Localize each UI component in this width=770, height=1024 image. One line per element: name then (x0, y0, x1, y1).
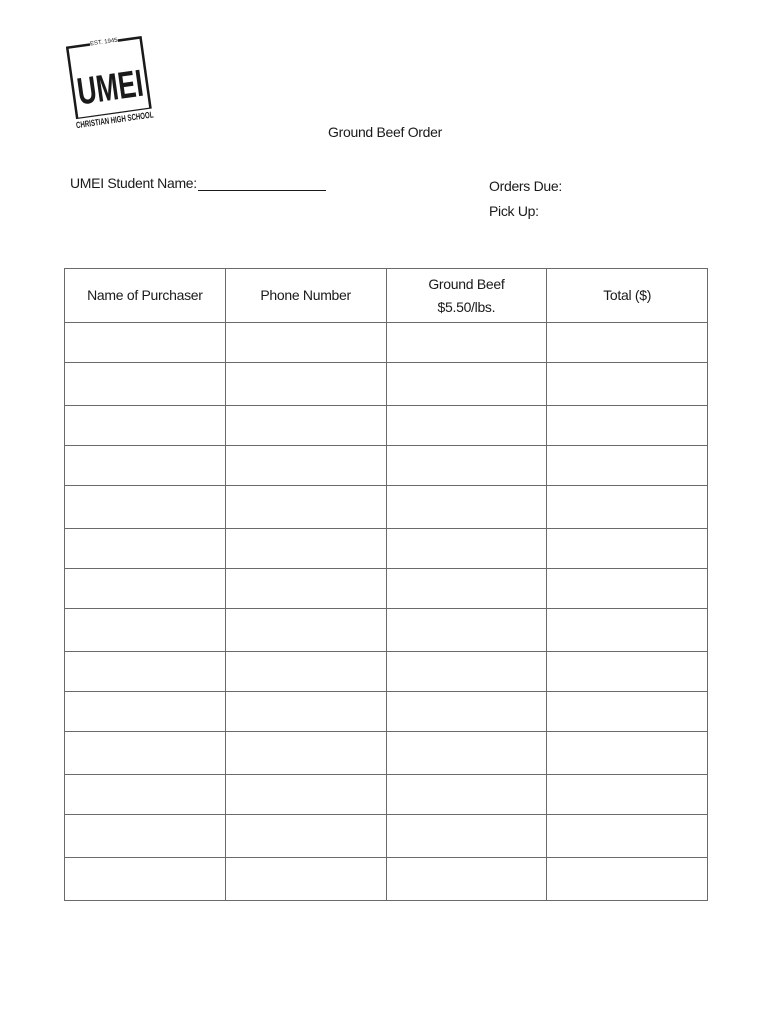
beef-cell[interactable] (386, 486, 547, 529)
phone-cell[interactable] (225, 569, 386, 609)
pick-up-label: Pick Up: (489, 203, 539, 219)
table-row (65, 363, 708, 406)
table-row (65, 609, 708, 652)
table-row (65, 652, 708, 692)
purchaser-cell[interactable] (65, 692, 226, 732)
phone-cell[interactable] (225, 363, 386, 406)
student-name-row (70, 174, 326, 191)
purchaser-cell[interactable] (65, 323, 226, 363)
table-row (65, 406, 708, 446)
total-cell[interactable] (547, 406, 708, 446)
page-title: Ground Beef Order (328, 124, 442, 140)
total-cell[interactable] (547, 692, 708, 732)
purchaser-cell[interactable] (65, 363, 226, 406)
table-row (65, 446, 708, 486)
beef-cell[interactable] (386, 446, 547, 486)
purchaser-cell[interactable] (65, 815, 226, 858)
purchaser-cell[interactable] (65, 732, 226, 775)
beef-cell[interactable] (386, 652, 547, 692)
header-ground-beef-label: Ground Beef (428, 275, 505, 292)
beef-cell[interactable] (386, 692, 547, 732)
student-name-label: UMEI Student Name: (70, 175, 197, 191)
table-row (65, 323, 708, 363)
table-row (65, 732, 708, 775)
beef-cell[interactable] (386, 609, 547, 652)
total-cell[interactable] (547, 815, 708, 858)
purchaser-cell[interactable] (65, 569, 226, 609)
total-cell[interactable] (547, 652, 708, 692)
phone-cell[interactable] (225, 486, 386, 529)
header-ground-beef (386, 269, 547, 323)
header-ground-beef-price: $5.50/lbs. (437, 298, 496, 315)
total-cell[interactable] (547, 529, 708, 569)
order-table-body (65, 323, 708, 901)
beef-cell[interactable] (386, 858, 547, 901)
total-cell[interactable] (547, 446, 708, 486)
purchaser-cell[interactable] (65, 486, 226, 529)
beef-cell[interactable] (386, 732, 547, 775)
phone-cell[interactable] (225, 323, 386, 363)
purchaser-cell[interactable] (65, 529, 226, 569)
beef-cell[interactable] (386, 529, 547, 569)
phone-cell[interactable] (225, 609, 386, 652)
phone-cell[interactable] (225, 732, 386, 775)
beef-cell[interactable] (386, 569, 547, 609)
orders-due-label: Orders Due: (489, 178, 562, 194)
purchaser-cell[interactable] (65, 858, 226, 901)
header-name-of-purchaser: Name of Purchaser (65, 269, 226, 323)
total-cell[interactable] (547, 609, 708, 652)
table-header-row (65, 269, 708, 323)
phone-cell[interactable] (225, 652, 386, 692)
svg-text:CHRISTIAN HIGH SCHOOL: CHRISTIAN HIGH (75, 109, 151, 131)
beef-cell[interactable] (386, 363, 547, 406)
due-info (489, 174, 562, 224)
purchaser-cell[interactable] (65, 609, 226, 652)
table-row (65, 775, 708, 815)
total-cell[interactable] (547, 732, 708, 775)
total-cell[interactable] (547, 775, 708, 815)
table-row (65, 486, 708, 529)
purchaser-cell[interactable] (65, 652, 226, 692)
beef-cell[interactable] (386, 815, 547, 858)
beef-cell[interactable] (386, 406, 547, 446)
table-row (65, 692, 708, 732)
header-total: Total ($) (547, 269, 708, 323)
purchaser-cell[interactable] (65, 775, 226, 815)
purchaser-cell[interactable] (65, 446, 226, 486)
table-row (65, 529, 708, 569)
total-cell[interactable] (547, 486, 708, 529)
student-name-field[interactable] (198, 174, 326, 191)
phone-cell[interactable] (225, 692, 386, 732)
total-cell[interactable] (547, 569, 708, 609)
order-table (64, 268, 708, 901)
beef-cell[interactable] (386, 775, 547, 815)
purchaser-cell[interactable] (65, 406, 226, 446)
phone-cell[interactable] (225, 446, 386, 486)
phone-cell[interactable] (225, 775, 386, 815)
total-cell[interactable] (547, 363, 708, 406)
total-cell[interactable] (547, 323, 708, 363)
total-cell[interactable] (547, 858, 708, 901)
table-row (65, 858, 708, 901)
header-phone-number: Phone Number (225, 269, 386, 323)
phone-cell[interactable] (225, 529, 386, 569)
phone-cell[interactable] (225, 406, 386, 446)
table-row (65, 815, 708, 858)
svg-text:UMEI: UMEI (74, 58, 156, 114)
phone-cell[interactable] (225, 858, 386, 901)
phone-cell[interactable] (225, 815, 386, 858)
svg-text:EST. 1945: EST. 1945 (89, 37, 119, 48)
beef-cell[interactable] (386, 323, 547, 363)
table-row (65, 569, 708, 609)
